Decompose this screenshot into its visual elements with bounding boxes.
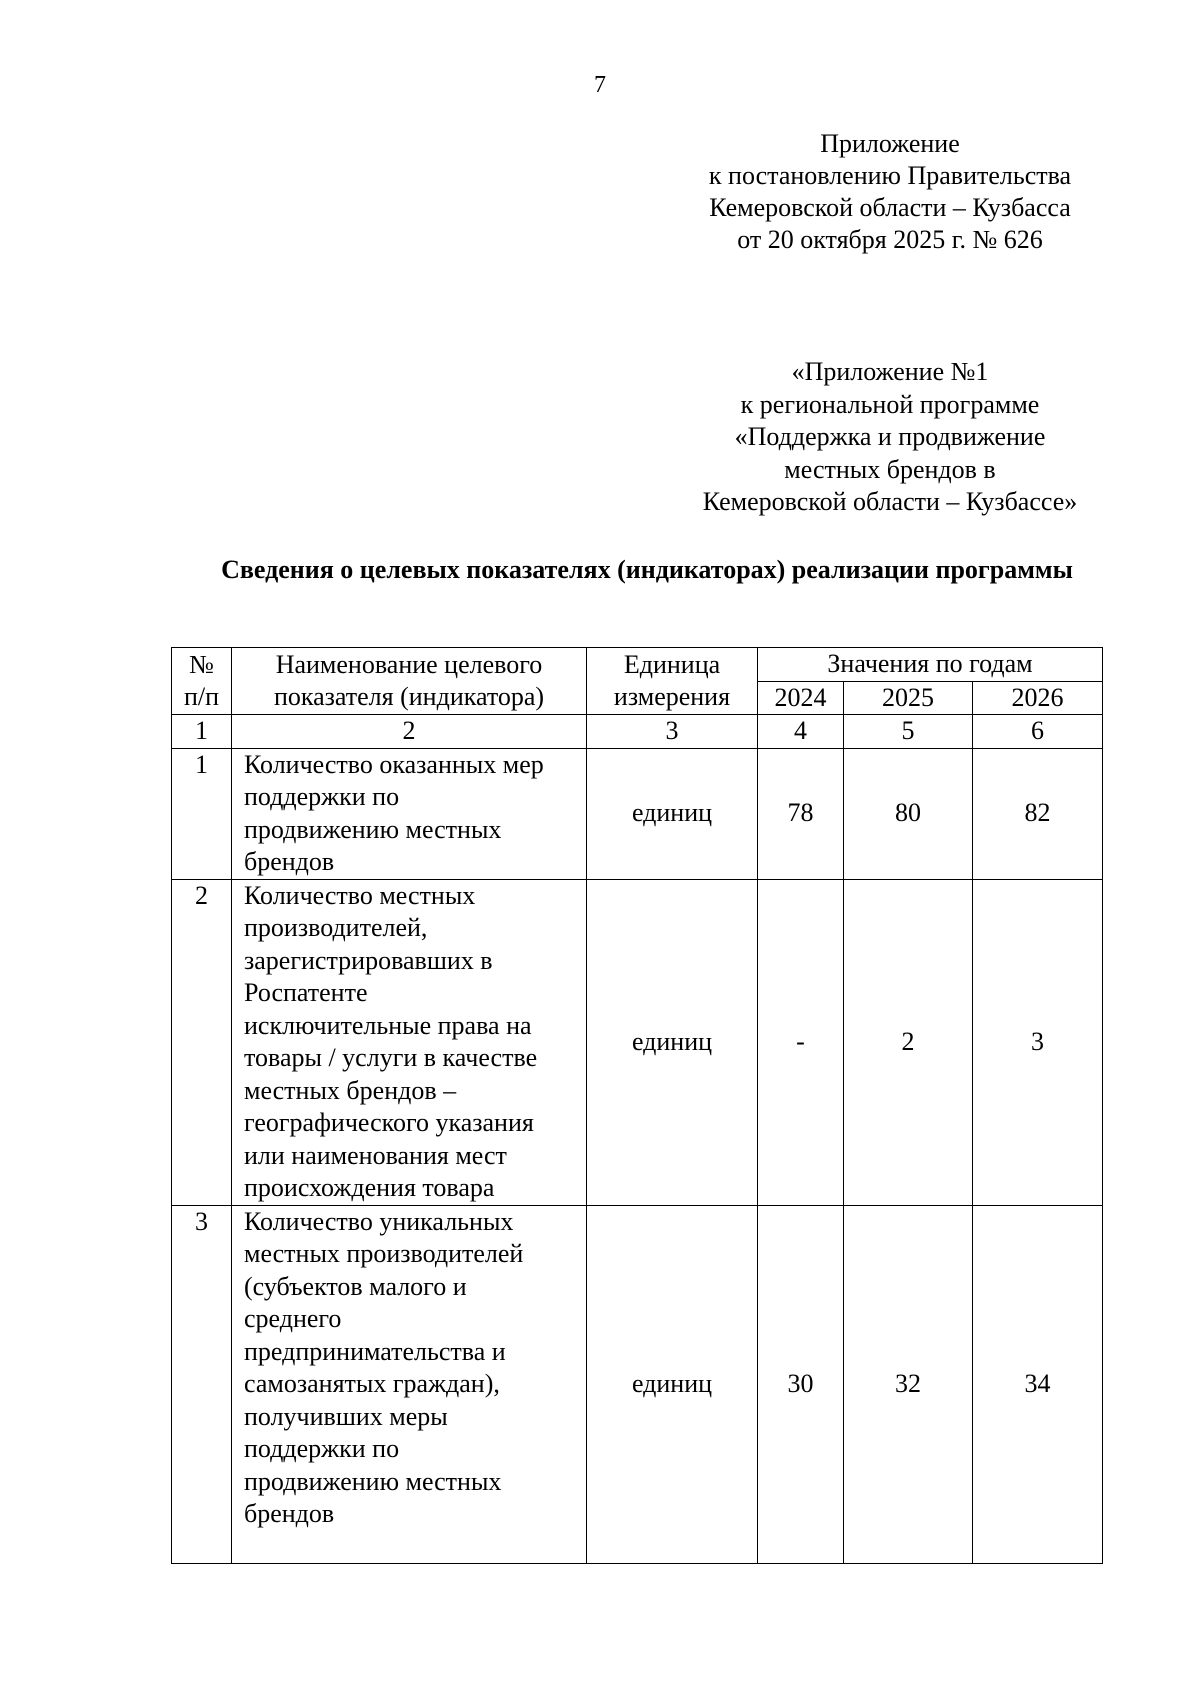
column-number: 4 [758,715,844,749]
unit-cell: единиц [587,879,758,1205]
column-numbers-row [172,715,1103,749]
approval-line: Кемеровской области – Кузбасса [709,193,1071,222]
column-number: 3 [587,715,758,749]
annex-line: местных брендов в [784,454,996,484]
header-name: Наименование целевого показателя (индикатора) [232,648,587,715]
column-number: 1 [172,715,232,749]
value-2026: 82 [973,748,1103,879]
header-year: 2026 [973,681,1103,715]
annex-line: «Приложение №1 [791,357,989,386]
value-2024: - [758,879,844,1205]
annex-line: «Поддержка и продвижение [734,422,1046,451]
value-2026: 3 [973,879,1103,1205]
approval-line: к постановлению Правительства [708,161,1072,190]
row-number: 3 [172,1205,232,1563]
value-2024: 78 [758,748,844,879]
annex-block [640,356,1140,519]
column-number: 6 [973,715,1103,749]
value-2024: 30 [758,1205,844,1563]
column-number: 5 [844,715,973,749]
value-2025: 2 [844,879,973,1205]
header-row [172,648,1103,682]
table-row [172,1205,1103,1563]
indicator-name: Количество оказанных мер поддержки по продвижению местных брендов [232,748,587,879]
value-2025: 80 [844,748,973,879]
approval-block [640,128,1140,256]
document-title: Сведения о целевых показателях (индикаторах) реализации программы [221,555,1073,584]
value-2025: 32 [844,1205,973,1563]
header-year: 2025 [844,681,973,715]
row-number: 2 [172,879,232,1205]
indicator-name: Количество местных производителей, зарегистрировавших в Роспатенте исключительные права на товары / услуги в качестве местных брендов – географического указания или наименования мест происхождения товара [232,879,587,1205]
annex-line: Кемеровской области – Кузбассе» [702,487,1078,516]
table-row [172,748,1103,879]
approval-line: Приложение [820,129,960,158]
indicators-table [171,647,1103,1564]
column-number: 2 [232,715,587,749]
header-year: 2024 [758,681,844,715]
unit-cell: единиц [587,1205,758,1563]
annex-line: к региональной программе [740,389,1040,419]
unit-cell: единиц [587,748,758,879]
row-number: 1 [172,748,232,879]
approval-line: от 20 октября 2025 г. № 626 [737,225,1043,254]
header-values-group: Значения по годам [758,648,1103,682]
table-row [172,879,1103,1205]
value-2026: 34 [973,1205,1103,1563]
page-number: 7 [594,72,606,98]
indicator-name: Количество уникальных местных производителей (субъектов малого и среднего предпринимательства и самозанятых граждан), получивших меры поддержки по продвижению местных брендов [232,1205,587,1563]
header-num: № п/п [172,648,232,715]
header-unit: Единица измерения [587,648,758,715]
